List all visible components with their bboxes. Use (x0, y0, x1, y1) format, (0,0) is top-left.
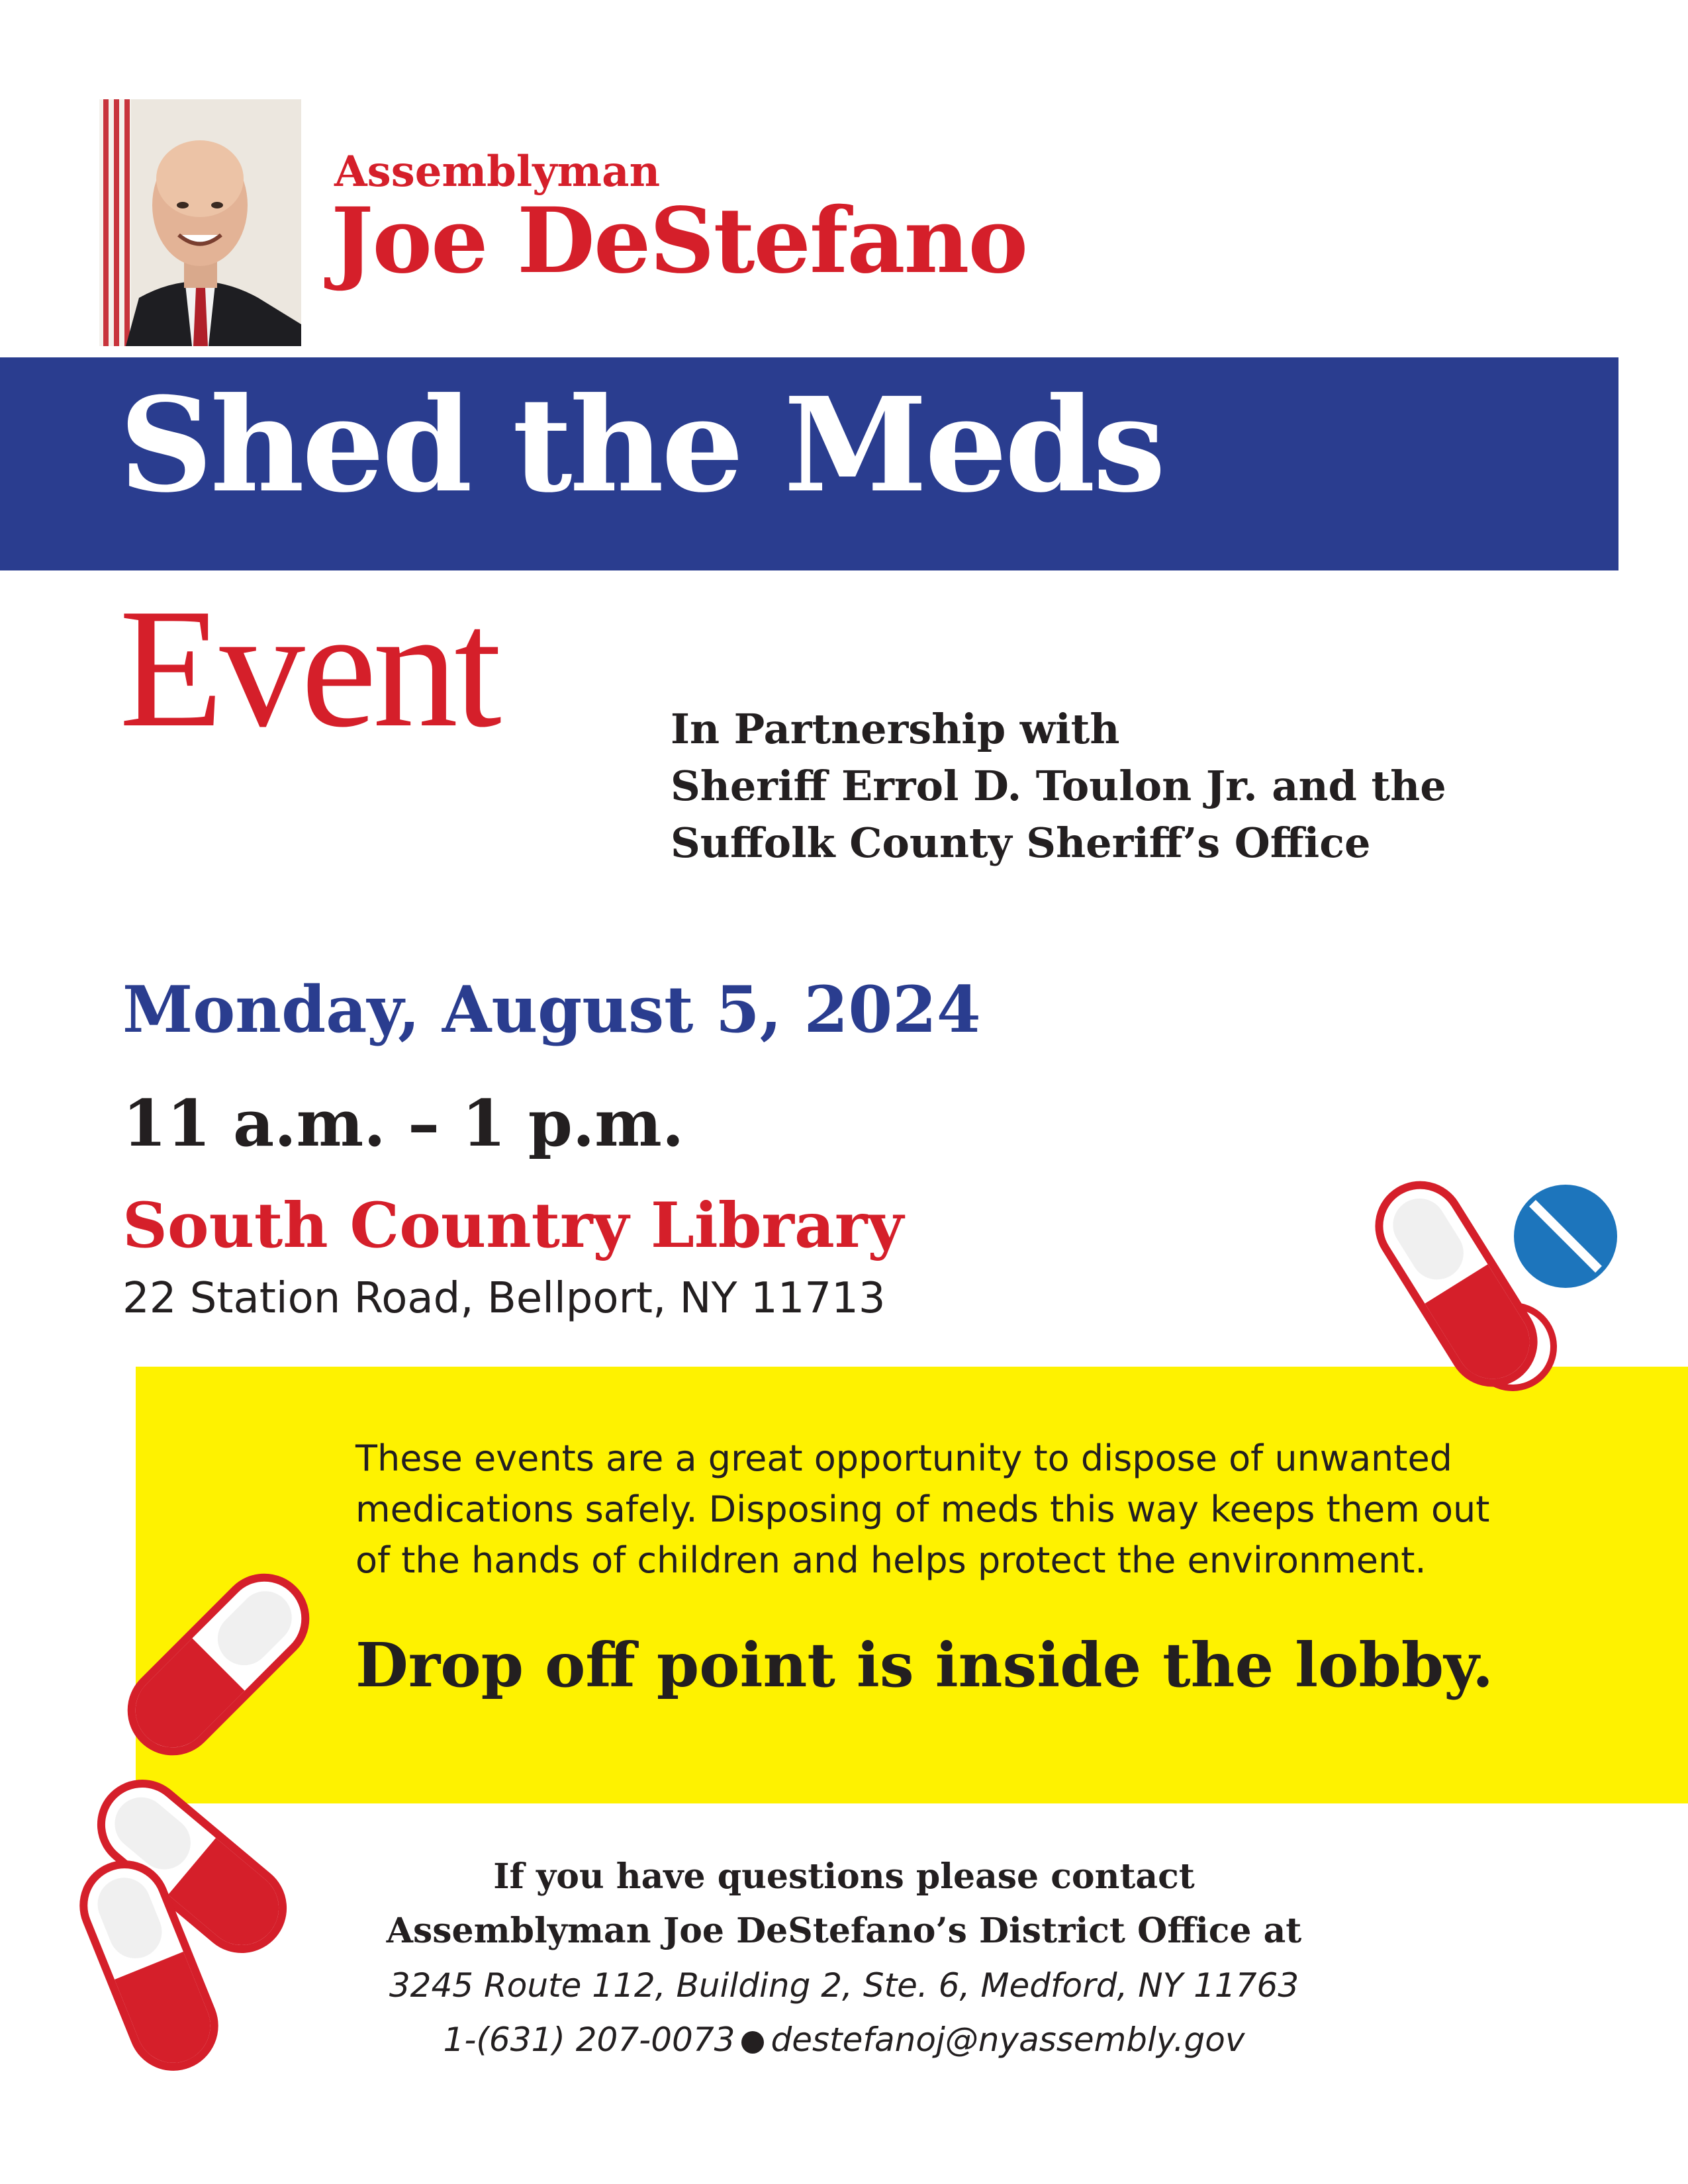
contact-block (331, 1850, 1357, 2067)
portrait-image (99, 99, 301, 346)
email-link[interactable]: destefanoj@nyassembly.gov (771, 2021, 1245, 2059)
phone-number[interactable]: 1-(631) 207-0073 (443, 2021, 735, 2059)
pills-bottom-left-icon (76, 1562, 328, 2065)
assemblyman-name: Joe DeStefano (331, 188, 1027, 294)
event-title: Shed the Meds (119, 369, 1164, 522)
office-address: 3245 Route 112, Building 2, Ste. 6, Medford, NY 11763 (389, 1966, 1299, 2005)
info-text (355, 1433, 1489, 1586)
partnership-text (671, 702, 1446, 872)
info-line: of the hands of children and helps protect the environment. (355, 1539, 1427, 1581)
event-date: Monday, August 5, 2024 (122, 972, 981, 1047)
event-time: 11 a.m. – 1 p.m. (122, 1086, 684, 1161)
partnership-line: In Partnership with (671, 705, 1120, 753)
venue-address: 22 Station Road, Bellport, NY 11713 (122, 1274, 886, 1323)
event-venue: South Country Library (122, 1189, 904, 1262)
info-line: These events are a great opportunity to dispose of unwanted (355, 1437, 1452, 1479)
event-word: Event (119, 573, 498, 762)
title-prefix: Assemblyman (334, 147, 661, 197)
assemblyman-portrait (99, 99, 301, 346)
contact-phone-email (331, 2013, 1357, 2067)
partnership-line: Sheriff Errol D. Toulon Jr. and the (671, 762, 1446, 810)
contact-office: Assemblyman Joe DeStefano’s District Office at (386, 1911, 1302, 1951)
contact-intro: If you have questions please contact (493, 1856, 1195, 1897)
dropoff-note: Drop off point is inside the lobby. (355, 1629, 1494, 1701)
bullet-icon (741, 2031, 764, 2054)
info-line: medications safely. Disposing of meds this way keeps them out (355, 1488, 1490, 1530)
partnership-line: Suffolk County Sheriff’s Office (671, 819, 1371, 867)
pills-top-right-icon (1364, 1185, 1642, 1410)
